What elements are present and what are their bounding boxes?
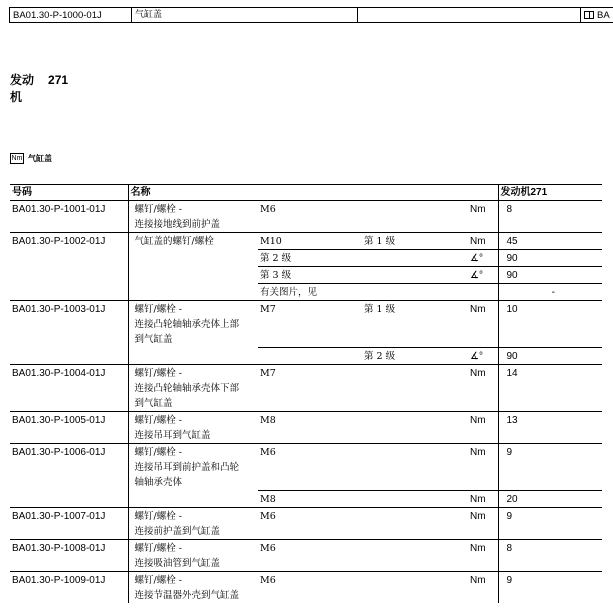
row-unit: Nm — [468, 201, 498, 233]
row-value: 8 — [498, 201, 602, 233]
subrow-value: 90 — [498, 348, 602, 365]
column-header-engine: 发动机271 — [498, 185, 602, 201]
row-name-line: 连接节温器外壳到气缸盖 — [134, 590, 240, 601]
row-name — [128, 201, 258, 233]
row-size: M7 — [258, 365, 362, 412]
row-name — [128, 412, 258, 444]
row-name-line: 气缸盖的螺钉/螺栓 — [134, 236, 214, 247]
table-row — [10, 540, 602, 572]
row-code: BA01.30-P-1002-01J — [10, 233, 128, 301]
row-value: 14 — [498, 365, 602, 412]
row-value: 13 — [498, 412, 602, 444]
row-name-line: 螺钉/螺栓 - — [134, 415, 182, 426]
table-row — [10, 412, 602, 444]
engine-label: 发动 — [10, 73, 35, 87]
subrow-unit: ∡° — [468, 348, 498, 365]
table-row — [10, 508, 602, 540]
row-name-line: 螺钉/螺栓 - — [134, 204, 182, 215]
subrow-unit: ∡° — [468, 250, 498, 267]
row-unit: Nm — [468, 444, 498, 491]
row-value: 10 — [498, 301, 602, 348]
header-badge-label: BA — [597, 9, 610, 21]
table-row — [10, 201, 602, 233]
row-code: BA01.30-P-1007-01J — [10, 508, 128, 540]
row-code: BA01.30-P-1005-01J — [10, 412, 128, 444]
row-value: 9 — [498, 572, 602, 604]
row-name — [128, 444, 258, 508]
row-code: BA01.30-P-1009-01J — [10, 572, 128, 604]
row-name-line: 螺钉/螺栓 - — [134, 511, 182, 522]
row-code: BA01.30-P-1006-01J — [10, 444, 128, 508]
section-heading — [10, 153, 52, 164]
subrow-unit: Nm — [468, 491, 498, 508]
row-name — [128, 365, 258, 412]
subrow-value: 90 — [498, 267, 602, 284]
row-value: 45 — [498, 233, 602, 250]
row-name-line: 连接接地线到前护盖 — [134, 219, 221, 230]
row-size: M6 — [258, 444, 362, 491]
table-row — [10, 301, 602, 348]
row-unit: Nm — [468, 365, 498, 412]
row-unit: Nm — [468, 540, 498, 572]
subrow-size: 有关图片，见 — [258, 284, 362, 301]
row-size: M6 — [258, 572, 362, 604]
row-name-line: 连接吊耳到气缸盖 — [134, 430, 211, 441]
row-name-line: 连接吸油管到气缸盖 — [134, 558, 221, 569]
row-name — [128, 540, 258, 572]
row-name-line: 连接凸轮轴轴承壳体下部 — [134, 383, 240, 394]
row-name-line: 轴轴承壳体 — [134, 477, 183, 488]
row-size: M6 — [258, 201, 362, 233]
row-name-line: 螺钉/螺栓 - — [134, 447, 182, 458]
row-name-line: 连接吊耳到前护盖和凸轮 — [134, 462, 240, 473]
row-size: M6 — [258, 540, 362, 572]
row-stage — [362, 444, 468, 491]
subrow-stage — [362, 491, 468, 508]
subrow-size: 第 2 级 — [258, 250, 362, 267]
row-stage — [362, 508, 468, 540]
row-unit: Nm — [468, 412, 498, 444]
subrow-stage — [362, 284, 468, 301]
subrow-size: M8 — [258, 491, 362, 508]
row-size: M8 — [258, 412, 362, 444]
engine-label-2: 机 — [10, 90, 23, 104]
column-header-name: 名称 — [128, 185, 498, 201]
book-icon — [584, 11, 594, 19]
row-name-line: 到气缸盖 — [134, 334, 173, 345]
row-name-line: 螺钉/螺栓 - — [134, 304, 182, 315]
row-stage — [362, 540, 468, 572]
subrow-value: - — [498, 284, 602, 301]
engine-heading — [10, 72, 68, 106]
row-size: M7 — [258, 301, 362, 348]
subrow-value: 20 — [498, 491, 602, 508]
row-value: 9 — [498, 508, 602, 540]
subrow-stage: 第 2 级 — [362, 348, 468, 365]
row-code: BA01.30-P-1004-01J — [10, 365, 128, 412]
section-title: 气缸盖 — [28, 154, 52, 163]
row-name-line: 连接前护盖到气缸盖 — [134, 526, 221, 537]
row-name-line: 到气缸盖 — [134, 398, 173, 409]
row-name — [128, 572, 258, 604]
row-unit: Nm — [468, 233, 498, 250]
header-title: 气缸盖 — [132, 8, 358, 22]
row-unit: Nm — [468, 572, 498, 604]
row-unit: Nm — [468, 508, 498, 540]
row-name — [128, 301, 258, 365]
table-row — [10, 572, 602, 604]
row-name — [128, 508, 258, 540]
engine-number: 271 — [48, 73, 69, 87]
row-name-line: 螺钉/螺栓 - — [134, 575, 182, 586]
column-header-code: 号码 — [10, 185, 128, 201]
torque-icon: Nm — [11, 155, 23, 162]
table-header-row — [10, 185, 602, 201]
table-row — [10, 444, 602, 491]
table-body — [10, 201, 602, 604]
subrow-stage — [362, 267, 468, 284]
row-code: BA01.30-P-1001-01J — [10, 201, 128, 233]
row-stage — [362, 201, 468, 233]
row-code: BA01.30-P-1003-01J — [10, 301, 128, 365]
subrow-size: 第 3 级 — [258, 267, 362, 284]
row-code: BA01.30-P-1008-01J — [10, 540, 128, 572]
row-name-line: 连接凸轮轴轴承壳体上部 — [134, 319, 240, 330]
row-unit: Nm — [468, 301, 498, 348]
header-badge[interactable] — [581, 8, 613, 22]
row-size: M6 — [258, 508, 362, 540]
row-stage: 第 1 级 — [362, 301, 468, 348]
document-header — [9, 7, 613, 23]
row-stage — [362, 412, 468, 444]
header-code: BA01.30-P-1000-01J — [10, 8, 132, 22]
row-name — [128, 233, 258, 301]
row-name-line: 螺钉/螺栓 - — [134, 543, 182, 554]
subrow-unit — [468, 284, 498, 301]
row-value: 9 — [498, 444, 602, 491]
subrow-unit: ∡° — [468, 267, 498, 284]
subrow-stage — [362, 250, 468, 267]
header-blank — [358, 8, 581, 22]
torque-table — [10, 184, 602, 603]
row-name-line: 螺钉/螺栓 - — [134, 368, 182, 379]
row-stage: 第 1 级 — [362, 233, 468, 250]
table-row — [10, 233, 602, 250]
subrow-size — [258, 348, 362, 365]
row-size: M10 — [258, 233, 362, 250]
row-value: 8 — [498, 540, 602, 572]
subrow-value: 90 — [498, 250, 602, 267]
table-row — [10, 365, 602, 412]
row-stage — [362, 365, 468, 412]
row-stage — [362, 572, 468, 604]
